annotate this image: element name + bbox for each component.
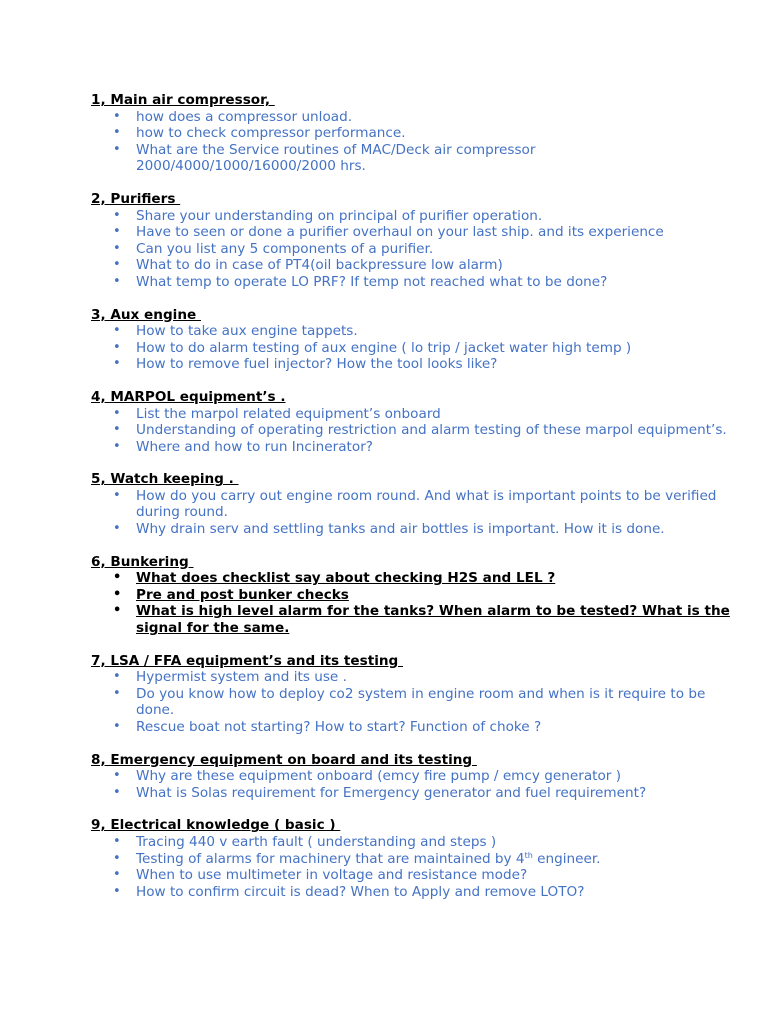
section-2 [91, 191, 731, 291]
section-8 [91, 752, 731, 802]
question-text: What is Solas requirement for Emergency generator and fuel requirement? [136, 784, 647, 801]
question-text: How to do alarm testing of aux engine ( lo trip / jacket water high temp ) [136, 339, 632, 356]
question-text [136, 851, 601, 867]
question-item [91, 570, 731, 587]
question-text: What to do in case of PT4(oil backpressure low alarm) [136, 257, 503, 274]
section-1 [91, 92, 731, 175]
bullet-icon: • [113, 850, 121, 866]
section-5 [91, 471, 731, 537]
document-body [91, 92, 731, 916]
question-text: how to check compressor performance. [136, 125, 406, 142]
question-text: Share your understanding on principal of purifier operation. [136, 207, 543, 224]
bullet-icon: • [113, 405, 121, 421]
bullet-icon: • [113, 224, 121, 240]
question-text: Do you know how to deploy co2 system in engine room and when is it require to be done. [136, 685, 706, 719]
question-list [91, 208, 731, 291]
question-item [91, 851, 731, 868]
question-text: How to take aux engine tappets. [136, 323, 358, 340]
question-item [91, 109, 731, 126]
bullet-icon: • [113, 356, 121, 372]
question-list [91, 570, 731, 636]
bullet-icon: • [113, 240, 121, 256]
question-item [91, 208, 731, 225]
question-list [91, 323, 731, 373]
question-item [91, 257, 731, 274]
question-item [91, 274, 731, 291]
question-item [91, 785, 731, 802]
question-item [91, 125, 731, 142]
question-list [91, 488, 731, 538]
section-heading: 7, LSA / FFA equipment’s and its testing [91, 652, 403, 669]
question-list [91, 669, 731, 735]
section-heading: 3, Aux engine [91, 306, 201, 323]
bullet-icon: • [113, 586, 122, 602]
question-text: How to confirm circuit is dead? When to Apply and remove LOTO? [136, 883, 585, 900]
question-text-part: engineer. [532, 850, 601, 867]
question-item [91, 884, 731, 901]
bullet-icon: • [113, 784, 121, 800]
question-text: What temp to operate LO PRF? If temp not reached what to be done? [136, 273, 608, 290]
section-heading: 4, MARPOL equipment’s . [91, 388, 286, 405]
question-item [91, 603, 731, 636]
question-item [91, 340, 731, 357]
question-item [91, 422, 731, 439]
question-text: List the marpol related equipment’s onboard [136, 405, 441, 422]
question-list [91, 768, 731, 801]
section-heading: 1, Main air compressor, [91, 92, 275, 108]
bullet-icon: • [113, 207, 121, 223]
bullet-icon: • [113, 603, 122, 619]
question-item [91, 587, 731, 604]
bullet-icon: • [113, 833, 121, 849]
question-text: What does checklist say about checking H2S and LEL ? [136, 570, 556, 587]
question-item [91, 142, 731, 175]
bullet-icon: • [113, 273, 121, 289]
bullet-icon: • [113, 323, 121, 339]
bullet-icon: • [113, 768, 121, 784]
bullet-icon: • [113, 438, 121, 454]
question-text: Have to seen or done a purifier overhaul on your last ship. and its experience [136, 224, 664, 241]
bullet-icon: • [113, 570, 122, 586]
section-heading: 2, Purifiers [91, 190, 181, 207]
question-text: Why are these equipment onboard (emcy fire pump / emcy generator ) [136, 768, 622, 785]
bullet-icon: • [113, 669, 121, 685]
question-item [91, 356, 731, 373]
section-6 [91, 554, 731, 637]
bullet-icon: • [113, 719, 121, 734]
bullet-icon: • [113, 108, 121, 124]
section-7 [91, 653, 731, 736]
question-item [91, 669, 731, 686]
section-heading: 8, Emergency equipment on board and its testing [91, 751, 477, 768]
question-text: How to remove fuel injector? How the tool looks like? [136, 356, 498, 373]
question-text: Why drain serv and settling tanks and air bottles is important. How it is done. [136, 521, 665, 538]
question-text: Understanding of operating restriction and alarm testing of these marpol equipment’s. [136, 422, 727, 439]
question-item [91, 241, 731, 258]
question-item [91, 719, 731, 736]
section-heading: 9, Electrical knowledge ( basic ) [91, 817, 341, 834]
bullet-icon: • [113, 487, 121, 503]
section-3 [91, 307, 731, 373]
question-text: Hypermist system and its use . [136, 669, 347, 686]
question-list [91, 109, 731, 175]
bullet-icon: • [113, 867, 121, 883]
question-text: Where and how to run Incinerator? [136, 438, 373, 455]
question-list [91, 406, 731, 456]
question-item [91, 686, 731, 719]
section-heading: 6, Bunkering [91, 553, 194, 570]
question-item [91, 834, 731, 851]
question-text: Can you list any 5 components of a purifier. [136, 240, 434, 257]
bullet-icon: • [113, 339, 121, 355]
bullet-icon: • [113, 257, 121, 273]
question-item [91, 224, 731, 241]
question-text: Rescue boat not starting? How to start? Function of choke ? [136, 719, 542, 735]
question-text: When to use multimeter in voltage and resistance mode? [136, 867, 528, 884]
question-text-part: Testing of alarms for machinery that are maintained by 4 [136, 850, 525, 867]
question-item [91, 323, 731, 340]
question-text: Pre and post bunker checks [136, 586, 349, 603]
question-item [91, 768, 731, 785]
ordinal-suffix: th [524, 850, 533, 860]
bullet-icon: • [113, 521, 121, 537]
question-item [91, 488, 731, 521]
question-item [91, 867, 731, 884]
question-text: How do you carry out engine room round. And what is important points to be verified during round. [136, 487, 717, 521]
bullet-icon: • [113, 141, 121, 157]
bullet-icon: • [113, 422, 121, 438]
section-4 [91, 389, 731, 455]
question-item [91, 521, 731, 538]
section-9 [91, 817, 731, 900]
bullet-icon: • [113, 883, 121, 899]
bullet-icon: • [113, 685, 121, 701]
question-list [91, 834, 731, 900]
question-text: how does a compressor unload. [136, 108, 353, 125]
question-text: What are the Service routines of MAC/Deck air compressor 2000/4000/1000/16000/2000 hrs. [136, 141, 536, 175]
question-item [91, 439, 731, 456]
bullet-icon: • [113, 125, 121, 141]
section-heading: 5, Watch keeping . [91, 471, 239, 488]
question-text: What is high level alarm for the tanks? When alarm to be tested? What is the signal for the same. [136, 603, 730, 637]
question-text: Tracing 440 v earth fault ( understanding and steps ) [136, 833, 497, 850]
question-item [91, 406, 731, 423]
